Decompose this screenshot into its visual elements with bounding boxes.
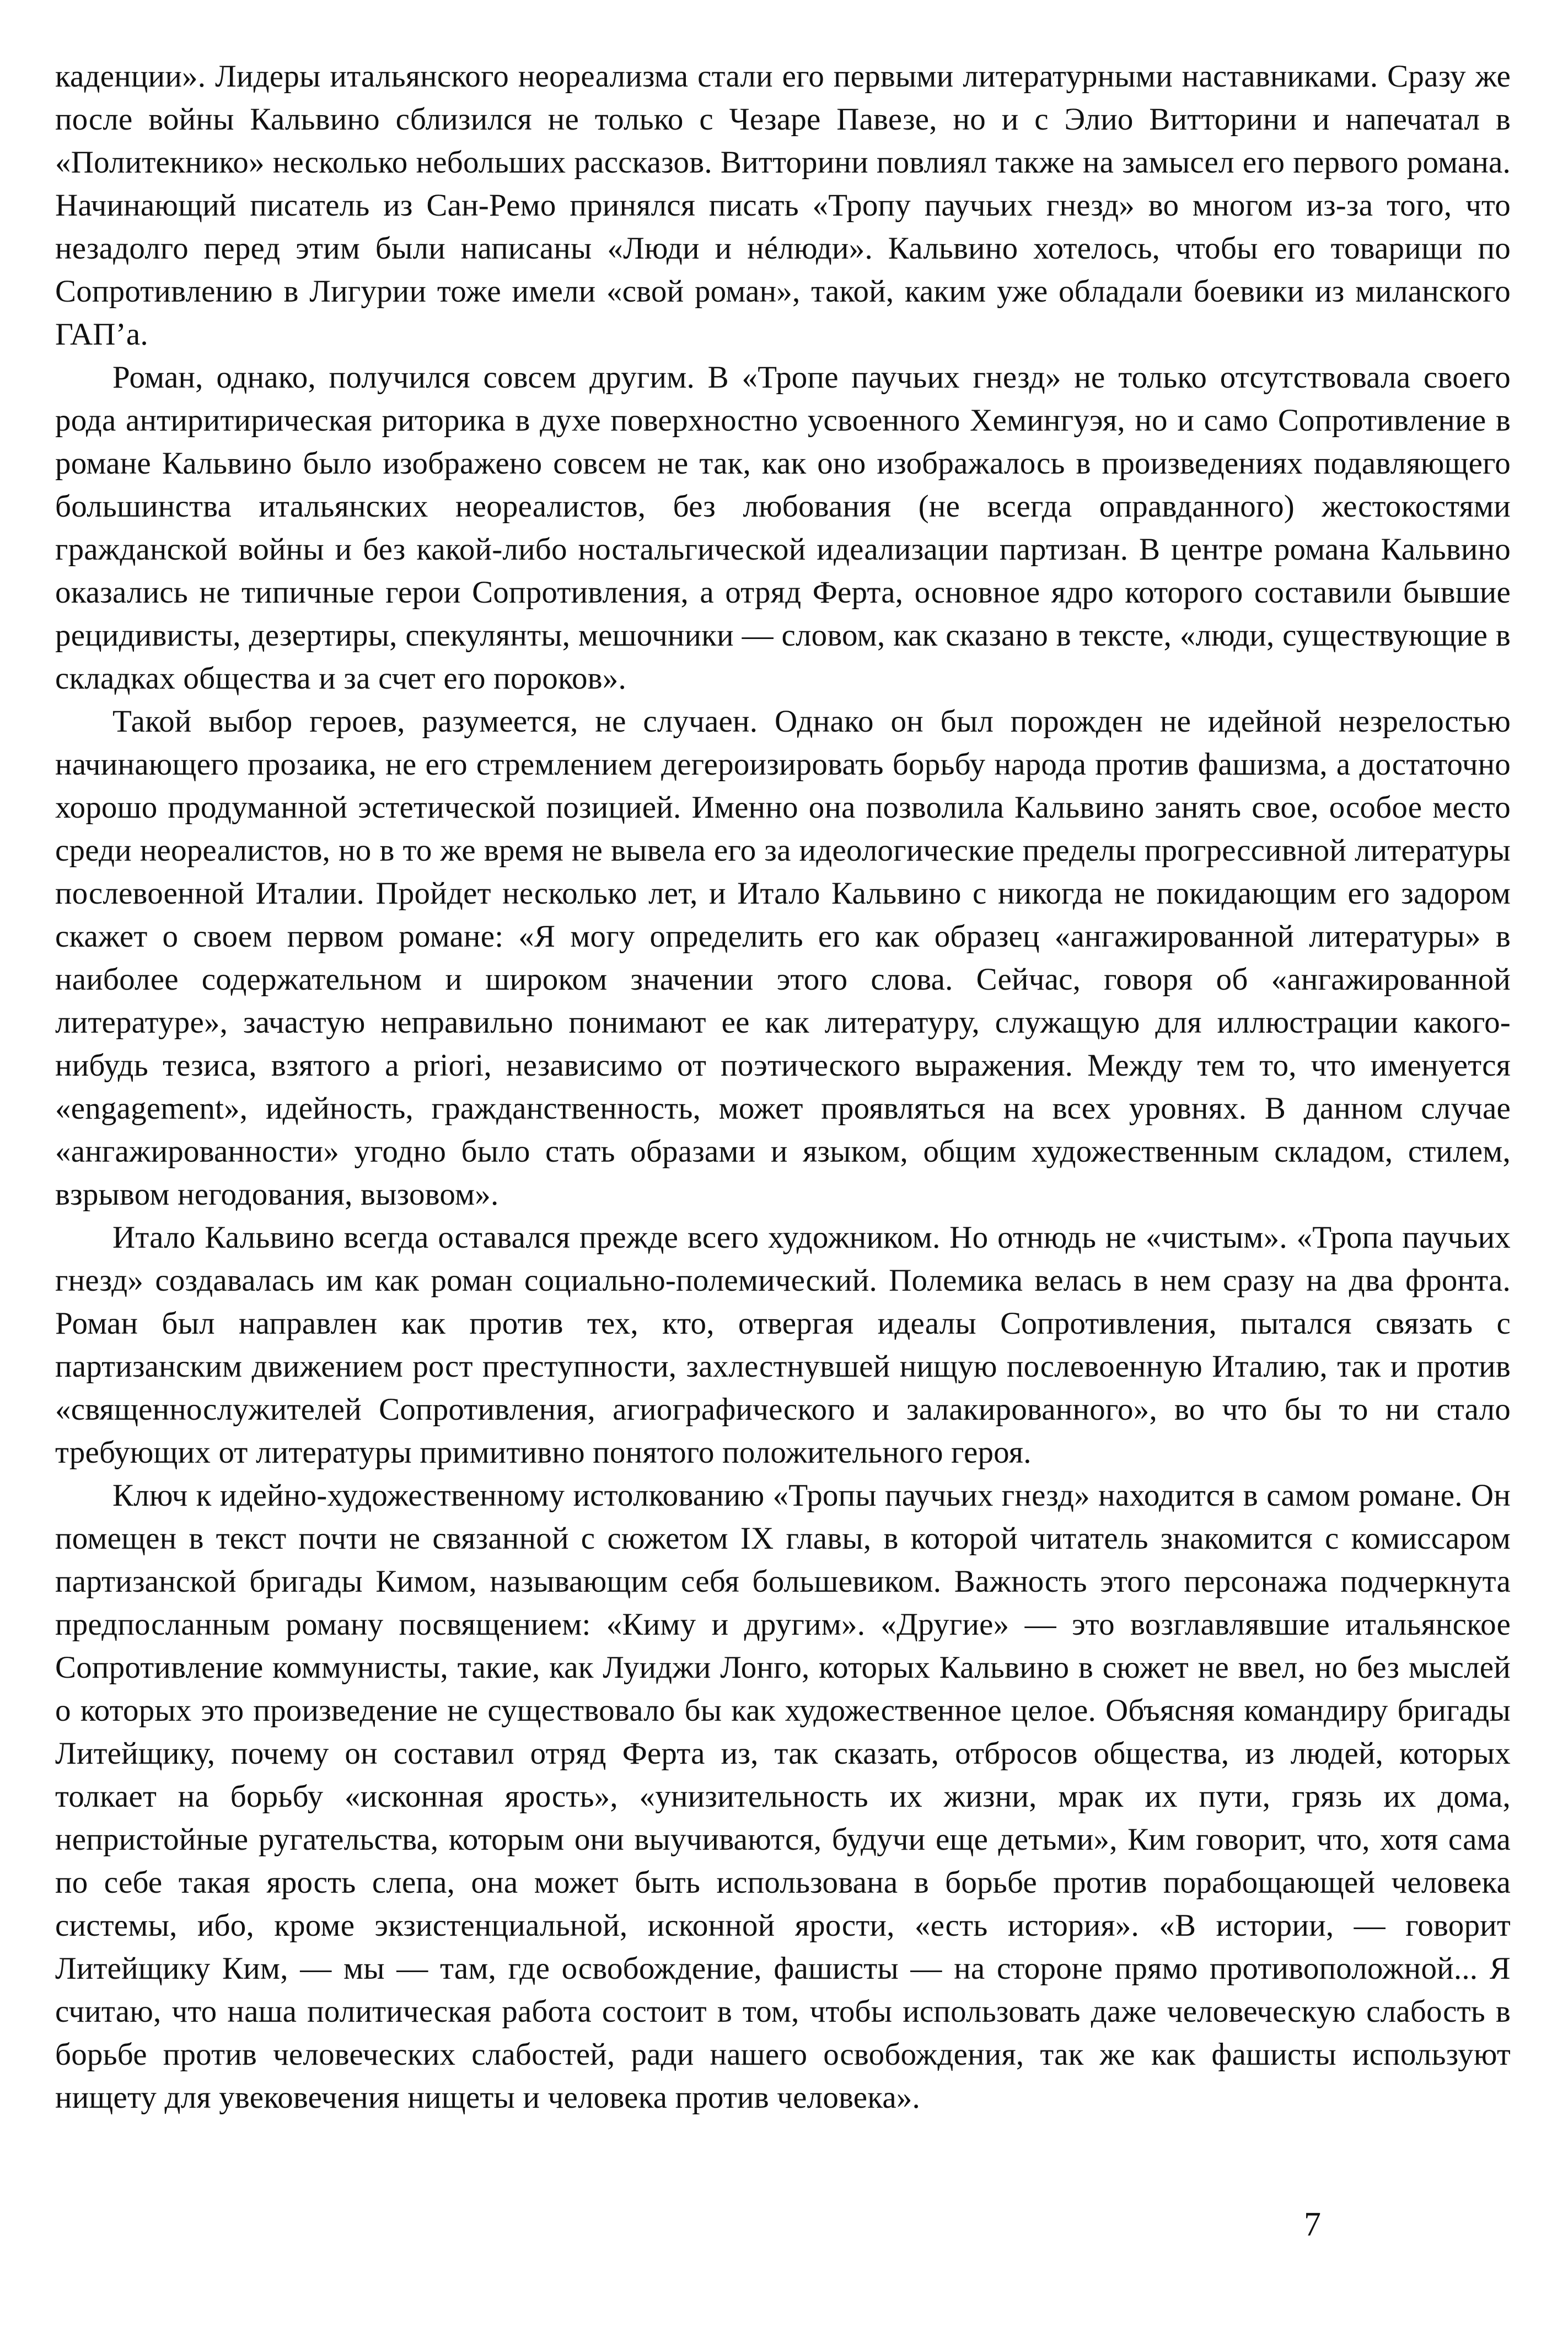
document-body: [55, 55, 1511, 2119]
paragraph-3: Такой выбор героев, разумеется, не случаен. Однако он был порожден не идейной незрелостью начинающего прозаика, не его стремлением дегероизировать борьбу народа против фашизма, а достаточно хорошо продуманной эстетической позицией. Именно она позволила Кальвино занять свое, особое место среди неореалистов, но в то же время не вывела его за идеологические пределы прогрессивной литературы послевоенной Италии. Пройдет несколько лет, и Итало Кальвино с никогда не покидающим его задором скажет о своем первом романе: «Я могу определить его как образец «ангажированной литературы» в наиболее содержательном и широком значении этого слова. Сейчас, говоря об «ангажированной литературе», зачастую неправильно понимают ее как литературу, служащую для иллюстрации какого-нибудь тезиса, взятого a priori, независимо от поэтического выражения. Между тем то, что именуется «engagement», идейность, гражданственность, может проявляться на всех уровнях. В данном случае «ангажированности» угодно было стать образами и языком, общим художественным складом, стилем, взрывом негодования, вызовом».: [55, 704, 1511, 1212]
paragraph-2: Роман, однако, получился совсем другим. В «Тропе паучьих гнезд» не только отсутствовала своего рода антиритирическая риторика в духе поверхностно усвоенного Хемингуэя, но и само Сопротивление в романе Кальвино было изображено совсем не так, как оно изображалось в произведениях подавляющего большинства итальянских неореалистов, без любования (не всегда оправданного) жестокостями гражданской войны и без какой-либо ностальгической идеализации партизан. В центре романа Кальвино оказались не типичные герои Сопротивления, а отряд Ферта, основное ядро которого составили бывшие рецидивисты, дезертиры, спекулянты, мешочники — словом, как сказано в тексте, «люди, существующие в складках общества и за счет его пороков».: [55, 360, 1511, 696]
paragraph-1: каденции». Лидеры итальянского неореализма стали его первыми литературными наставниками. Сразу же после войны Кальвино сблизился не только с Чезаре Павезе, но и с Элио Витторини и напечатал в «Политекнико» несколько небольших рассказов. Витторини повлиял также на замысел его первого романа. Начинающий писатель из Сан-Ремо принялся писать «Тропу паучьих гнезд» во многом из-за того, что незадолго перед этим были написаны «Люди и нéлюди». Кальвино хотелось, чтобы его товарищи по Сопротивлению в Лигурии тоже имели «свой роман», такой, каким уже обладали боевики из миланского ГАП’а.: [55, 59, 1511, 352]
paragraph-4: Итало Кальвино всегда оставался прежде всего художником. Но отнюдь не «чистым». «Тропа паучьих гнезд» создавалась им как роман социально-полемический. Полемика велась в нем сразу на два фронта. Роман был направлен как против тех, кто, отвергая идеалы Сопротивления, пытался связать с партизанским движением рост преступности, захлестнувшей нищую послевоенную Италию, так и против «священнослужителей Сопротивления, агиографического и залакированного», во что бы то ни стало требующих от литературы примитивно понятого положительного героя.: [55, 1220, 1511, 1470]
page-number: 7: [1304, 2206, 1321, 2243]
paragraph-5: Ключ к идейно-художественному истолкованию «Тропы паучьих гнезд» находится в самом романе. Он помещен в текст почти не связанной с сюжетом IX главы, в которой читатель знакомится с комиссаром партизанской бригады Кимом, называющим себя большевиком. Важность этого персонажа подчеркнута предпосланным роману посвящением: «Киму и другим». «Другие» — это возглавлявшие итальянское Сопротивление коммунисты, такие, как Луиджи Лонго, которых Кальвино в сюжет не ввел, но без мыслей о которых это произведение не существовало бы как художественное целое. Объясняя командиру бригады Литейщику, почему он составил отряд Ферта из, так сказать, отбросов общества, из людей, которых толкает на борьбу «исконная ярость», «унизительность их жизни, мрак их пути, грязь их дома, непристойные ругательства, которым они выучиваются, будучи еще детьми», Ким говорит, что, хотя сама по себе такая ярость слепа, она может быть использована в борьбе против порабощающей человека системы, ибо, кроме экзистенциальной, исконной ярости, «есть история». «В истории, — говорит Литейщику Ким, — мы — там, где освобождение, фашисты — на стороне прямо противоположной... Я считаю, что наша политическая работа состоит в том, чтобы использовать даже человеческую слабость в борьбе против человеческих слабостей, ради нашего освобождения, так же как фашисты используют нищету для увековечения нищеты и человека против человека».: [55, 1478, 1511, 2115]
